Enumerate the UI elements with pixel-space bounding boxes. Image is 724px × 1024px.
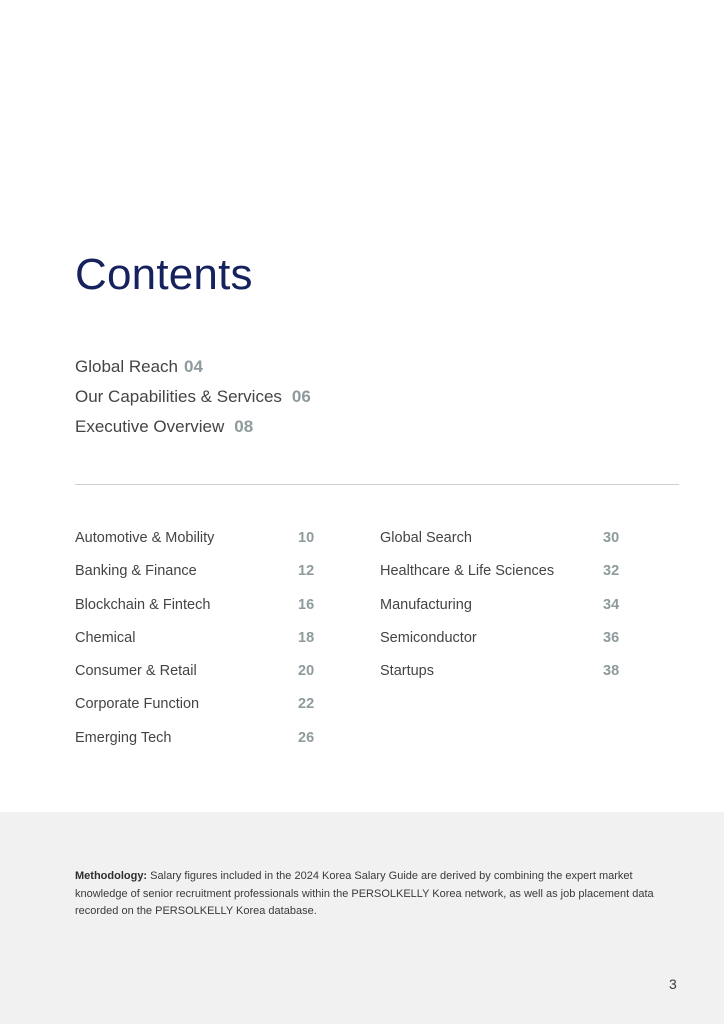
methodology-text: Salary figures included in the 2024 Korea Salary Guide are derived by combining the expert market knowledge of senior recruitment professionals within the PERSOLKELLY Korea network, as well as job placement data recorded on the PERSOLKELLY Korea database. bbox=[75, 870, 654, 917]
toc-entry-capabilities-services[interactable] bbox=[75, 385, 311, 415]
toc-entry-executive-overview[interactable] bbox=[75, 415, 311, 445]
toc-entry-page: 10 bbox=[298, 530, 315, 546]
toc-entry-automotive-mobility[interactable] bbox=[75, 527, 320, 560]
toc-entry-page: 38 bbox=[603, 663, 620, 680]
toc-entry-label: Semiconductor bbox=[380, 629, 477, 646]
toc-entry-healthcare-life-sciences[interactable] bbox=[380, 560, 625, 593]
toc-entry-page: 36 bbox=[603, 629, 620, 646]
toc-entry-blockchain-fintech[interactable] bbox=[75, 594, 320, 627]
toc-entry-corporate-function[interactable] bbox=[75, 693, 320, 726]
toc-entry-label: Banking & Finance bbox=[75, 563, 197, 580]
toc-entry-manufacturing[interactable] bbox=[380, 594, 625, 627]
toc-entry-page: 16 bbox=[298, 596, 315, 613]
toc-entry-label: Consumer & Retail bbox=[75, 663, 197, 680]
toc-entry-page: 22 bbox=[298, 696, 315, 713]
toc-entry-page: 32 bbox=[603, 563, 620, 580]
toc-entry-page: 06 bbox=[291, 387, 311, 406]
toc-entry-page: 30 bbox=[603, 530, 620, 546]
toc-entry-label: Chemical bbox=[75, 629, 136, 646]
toc-entry-label: Healthcare & Life Sciences bbox=[380, 563, 555, 580]
toc-entry-label: Executive Overview bbox=[75, 417, 225, 436]
toc-entry-emerging-tech[interactable] bbox=[75, 727, 320, 760]
toc-entry-global-search[interactable] bbox=[380, 527, 625, 560]
toc-entry-page: 08 bbox=[234, 417, 254, 436]
toc-entry-consumer-retail[interactable] bbox=[75, 660, 320, 693]
toc-entry-label: Startups bbox=[380, 663, 434, 680]
toc-entry-label: Global Search bbox=[380, 530, 472, 546]
toc-entry-page: 04 bbox=[184, 357, 203, 376]
intro-section-list bbox=[75, 355, 311, 445]
methodology-label: Methodology: bbox=[75, 870, 148, 882]
toc-entry-label: Automotive & Mobility bbox=[75, 530, 215, 546]
toc-entry-page: 12 bbox=[298, 563, 315, 580]
toc-entry-page: 26 bbox=[298, 729, 315, 746]
toc-entry-label: Blockchain & Fintech bbox=[75, 596, 211, 613]
methodology-note bbox=[75, 868, 675, 921]
section-divider bbox=[75, 484, 679, 485]
page-title: Contents bbox=[75, 250, 253, 299]
sector-list-right bbox=[380, 527, 625, 693]
toc-entry-label: Our Capabilities & Services bbox=[75, 387, 282, 406]
page-number: 3 bbox=[669, 976, 677, 992]
toc-entry-label: Emerging Tech bbox=[75, 729, 172, 746]
toc-entry-semiconductor[interactable] bbox=[380, 627, 625, 660]
toc-entry-page: 34 bbox=[603, 596, 620, 613]
toc-entry-global-reach[interactable] bbox=[75, 355, 311, 385]
toc-entry-page: 20 bbox=[298, 663, 315, 680]
toc-entry-startups[interactable] bbox=[380, 660, 625, 693]
toc-entry-label: Global Reach bbox=[75, 357, 179, 376]
toc-entry-label: Manufacturing bbox=[380, 596, 472, 613]
sector-list-left bbox=[75, 527, 320, 760]
toc-entry-banking-finance[interactable] bbox=[75, 560, 320, 593]
toc-entry-chemical[interactable] bbox=[75, 627, 320, 660]
toc-entry-page: 18 bbox=[298, 629, 315, 646]
toc-entry-label: Corporate Function bbox=[75, 696, 200, 713]
